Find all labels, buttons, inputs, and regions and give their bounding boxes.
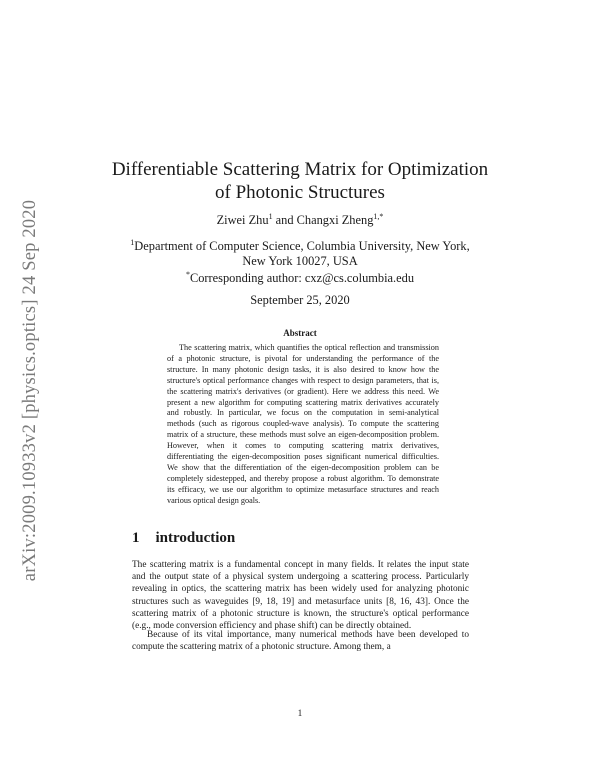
affiliation-line-1 bbox=[130, 236, 470, 254]
page-number: 1 bbox=[297, 709, 303, 719]
section-heading bbox=[132, 530, 235, 547]
paper-title bbox=[100, 158, 500, 204]
paper-date: September 25, 2020 bbox=[250, 293, 350, 307]
abstract-heading: Abstract bbox=[283, 328, 317, 338]
abstract-text: The scattering matrix, which quantifies the optical reflection and transmission of a photonic structure, is pivotal for understanding the performance of the structure. In many photonic design tasks, it is also desired to know how the structure's optical performance changes with respect to design parameters, that is, the scattering matrix's derivatives (or gradient). Here we address this need. We present a new algorithm for computing scattering matrix derivatives accurately and robustly. In particular, we focus on the computation in semi-analytical methods (such as rigorous coupled-wave analysis). To compute the scattering matrix of a structure, these methods must solve an eigen-decomposition problem. However, when it comes to computing scattering matrix derivatives, differentiating the eigen-decomposition poses significant numerical difficulties. We show that the differentiation of the eigen-decomposition problem can be completely sidestepped, and thereby propose a robust algorithm. To demonstrate its efficacy, we use our algorithm to optimize metasurface structures and reach various optical design goals. bbox=[167, 343, 439, 505]
body-paragraph: The scattering matrix is a fundamental concept in many fields. It relates the input state and the output state of a physical system undergoing a scattering process. Particularly revealing in optics, the scattering matrix has been widely used for analyzing photonic structures such as waveguides [9, 18, 19] and metasurface units [8, 16, 43]. Once the scattering matrix of a photonic structure is known, the structure's optical performance (e.g., mode conversion efficiency and phase shift) can be directly obtained. bbox=[132, 560, 469, 632]
section-number: 1 bbox=[132, 530, 140, 546]
corresponding-mark: * bbox=[185, 270, 190, 280]
affiliation-mark: 1 bbox=[268, 212, 273, 221]
affiliation-mark: 1,* bbox=[373, 212, 384, 221]
section-title: introduction bbox=[155, 530, 236, 546]
corresponding-author bbox=[130, 268, 470, 286]
paper-title-line-2: of Photonic Structures bbox=[215, 182, 385, 203]
corresponding-label: Corresponding author: bbox=[189, 271, 305, 286]
author-list bbox=[100, 212, 500, 228]
affiliation-text: Department of Computer Science, Columbia University, New York, bbox=[134, 239, 470, 254]
affiliation-mark: 1 bbox=[130, 238, 135, 247]
paper-title-line-1: Differentiable Scattering Matrix for Optimization bbox=[111, 159, 489, 180]
author-connector: and bbox=[272, 213, 297, 228]
author-name: Changxi Zheng bbox=[296, 213, 374, 228]
affiliation-line-2: New York 10027, USA bbox=[242, 253, 358, 268]
corresponding-email: cxz@cs.columbia.edu bbox=[304, 271, 415, 286]
affiliation-block bbox=[130, 236, 470, 286]
arxiv-stamp-text: arXiv:2009.10933v2 [physics.optics] 24 Sep 2020 bbox=[20, 199, 41, 581]
author-name: Ziwei Zhu bbox=[216, 213, 269, 228]
arxiv-stamp bbox=[15, 190, 47, 590]
body-paragraph: Because of its vital importance, many numerical methods have been developed to compute the scattering matrix of a photonic structure. Among them, a bbox=[132, 630, 469, 653]
